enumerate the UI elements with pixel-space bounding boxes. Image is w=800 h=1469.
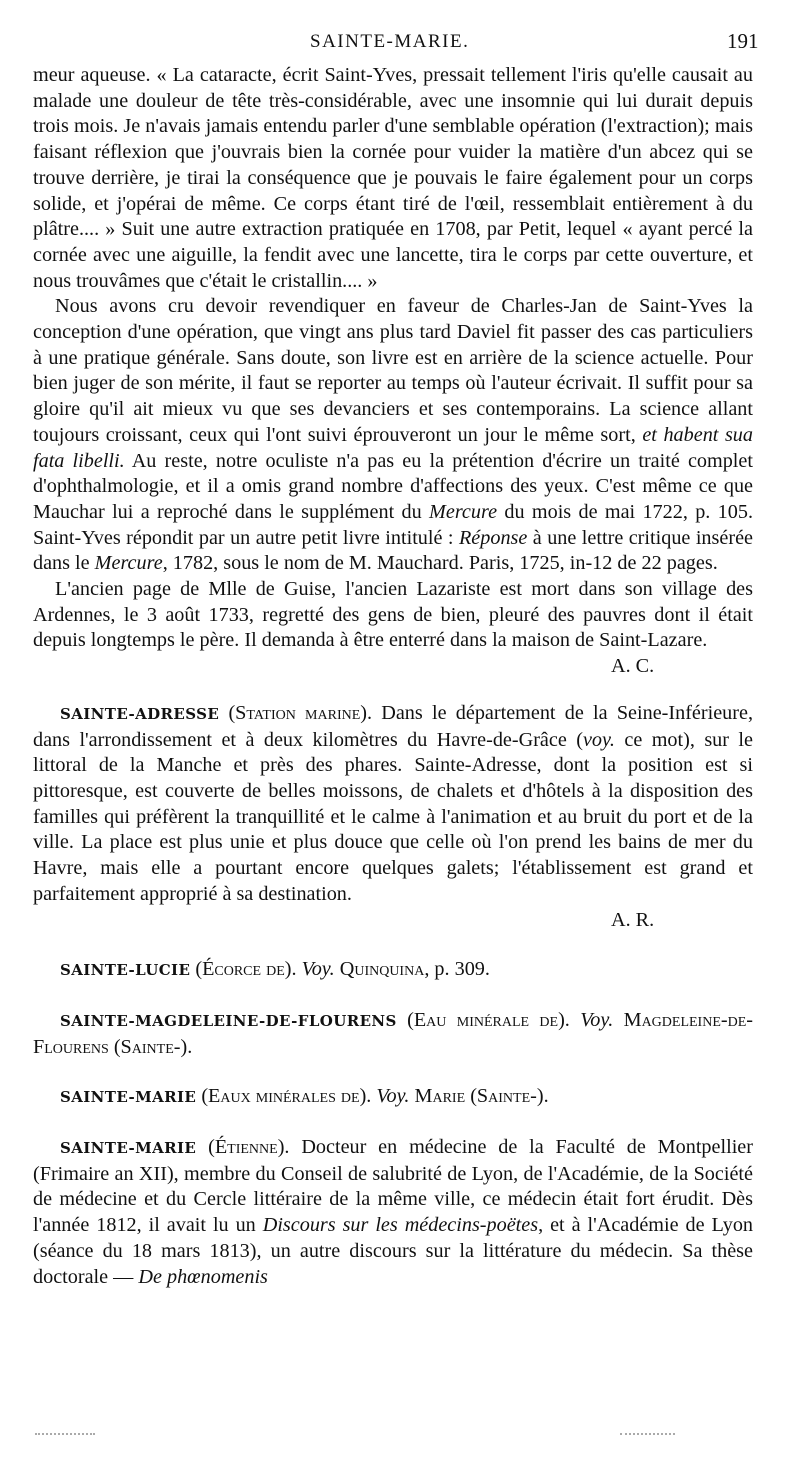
page-number: 191 — [727, 29, 759, 53]
cross-reference: Magdeleine-de-Flourens (Sainte-). — [33, 1008, 753, 1058]
entry-qualifier: (Eau minérale de). — [407, 1008, 570, 1031]
entry-qualifier: (Station marine). — [228, 701, 373, 724]
running-title: SAINTE-MARIE. — [310, 31, 470, 52]
page-footer-marks — [35, 1433, 765, 1439]
signature: A. C. — [611, 655, 655, 678]
entry-headword: SAINTE-MAGDELEINE-DE-FLOURENS — [60, 1011, 397, 1030]
entry-headword: SAINTE-MARIE — [60, 1088, 197, 1107]
page-body — [33, 63, 753, 1290]
entry-qualifier: (Étienne). — [208, 1136, 290, 1159]
see-also-label: Voy. — [376, 1085, 410, 1108]
paragraph-extraction-quote: meur aqueuse. « La cataracte, écrit Saint-Yves, pressait tellement l'iris qu'elle causait au malade une douleur de tête très-considérable, avec une insomnie qui lui durait depuis trois mois. Je n'avais jamais entendu parler d'une semblable opération (l'extraction); mais faisant réflexion que j'ouvrais bien la cornée pour vuider la matière d'un abcez qui se trouve derrière, je tirai la conséquence que je pouvais le faire également pour un corps solide, et j'opérai de même. Ce corps étant tiré de l'œil, ressemblait entièrement à du plâtre.... » Suit une autre extraction pratiquée en 1708, par Petit, lequel « ayant percé la cornée avec une aiguille, la fendit avec une lancette, tira le corps par cette ouverture, et nous trouvâmes que c'était le cristallin.... » — [33, 64, 753, 292]
see-also-label: Voy. — [580, 1008, 614, 1031]
entry-headword: SAINTE-LUCIE — [60, 961, 191, 980]
entry-sainte-adresse: SAINTE-ADRESSE (Station marine). Dans le département de la Seine-Inférieure, dans l'arrondissement et à deux kilomètres du Havre-de-Grâce (voy. ce mot), sur le littoral de la Manche et près des phares. Sainte-Adresse, dont la position est si pittoresque, est couverte de belles moissons, de chalets et d'hôtels à la disposition des familles qui préfèrent la tranquillité et le calme à l'animation et au bruit du port et de la ville. La place est plus unie et plus douce que celle où l'on prend les bains de mer du Havre, mais elle a pourtant encore quelques galets; l'établissement est grand et parfaitement approprié à sa destination. — [33, 701, 754, 905]
paragraph-saint-yves-merit: Nous avons cru devoir revendiquer en faveur de Charles-Jan de Saint-Yves la conception d'une opération, que vingt ans plus tard Daviel fit passer des cas particuliers à une pratique générale. Sans doute, son livre est en arrière de la science actuelle. Pour bien juger de son mérite, il faut se reporter au temps où l'auteur écrivait. Il suffit pour sa gloire qu'il ait mieux vu que ses devanciers et ses contemporains. La science allant toujours croissant, ceux qui l'ont suivi éprouveront un jour le même sort, et habent sua fata libelli. Au reste, notre oculiste n'a pas eu la prétention d'écrire un traité complet d'ophthalmologie, et il a omis grand nombre d'affections des yeux. C'est même ce que Mauchar lui a reproché dans le supplément du Mercure du mois de mai 1722, p. 105. Saint-Yves répondit par un autre petit livre intitulé : Réponse à une lettre critique insérée dans le Mercure, 1782, sous le nom de M. Mauchard. Paris, 1725, in-12 de 22 pages. — [33, 295, 753, 575]
entry-sainte-lucie: SAINTE-LUCIE (Écorce de). Voy. Quinquina, p. 309. — [33, 957, 753, 984]
entry-sainte-marie-eaux — [33, 1084, 753, 1111]
footer-dotted-mark — [620, 1433, 675, 1437]
entry-headword: SAINTE-MARIE — [60, 1139, 197, 1158]
entry-sainte-magdeleine-de-flourens — [33, 1008, 753, 1060]
entry-sainte-marie-etienne: SAINTE-MARIE (Étienne). Docteur en médecine de la Faculté de Montpellier (Frimaire an XII), membre du Conseil de salubrité de Lyon, de l'Académie, de la Société de médecine et du Cercle littéraire de la même ville, ce médecin était fort érudit. Dès l'année 1812, il avait lu un Discours sur les médecins-poëtes, et à l'Académie de Lyon (séance du 18 mars 1813), un autre discours sur la littérature du médecin. Sa thèse doctorale — De phœnomenis — [33, 1136, 754, 1288]
cross-reference: Marie (Sainte-). — [414, 1085, 549, 1108]
signature: A. R. — [611, 908, 655, 931]
footer-dotted-mark — [35, 1433, 95, 1437]
cross-reference: Quinquina — [339, 958, 425, 981]
entry-qualifier: (Écorce de). — [195, 958, 297, 981]
entry-qualifier: (Eaux minérales de). — [201, 1085, 372, 1108]
see-also-label: Voy. — [301, 958, 335, 981]
paragraph-saint-yves-death: L'ancien page de Mlle de Guise, l'ancien Lazariste est mort dans son village des Ardennes, le 3 août 1733, regretté des gens de bien, pleuré des pauvres dont il était depuis longtemps le père. Il demanda à être enterré dans la maison de Saint-Lazare. — [33, 578, 753, 652]
page-header — [0, 31, 800, 57]
entry-headword: SAINTE-ADRESSE — [60, 704, 220, 723]
